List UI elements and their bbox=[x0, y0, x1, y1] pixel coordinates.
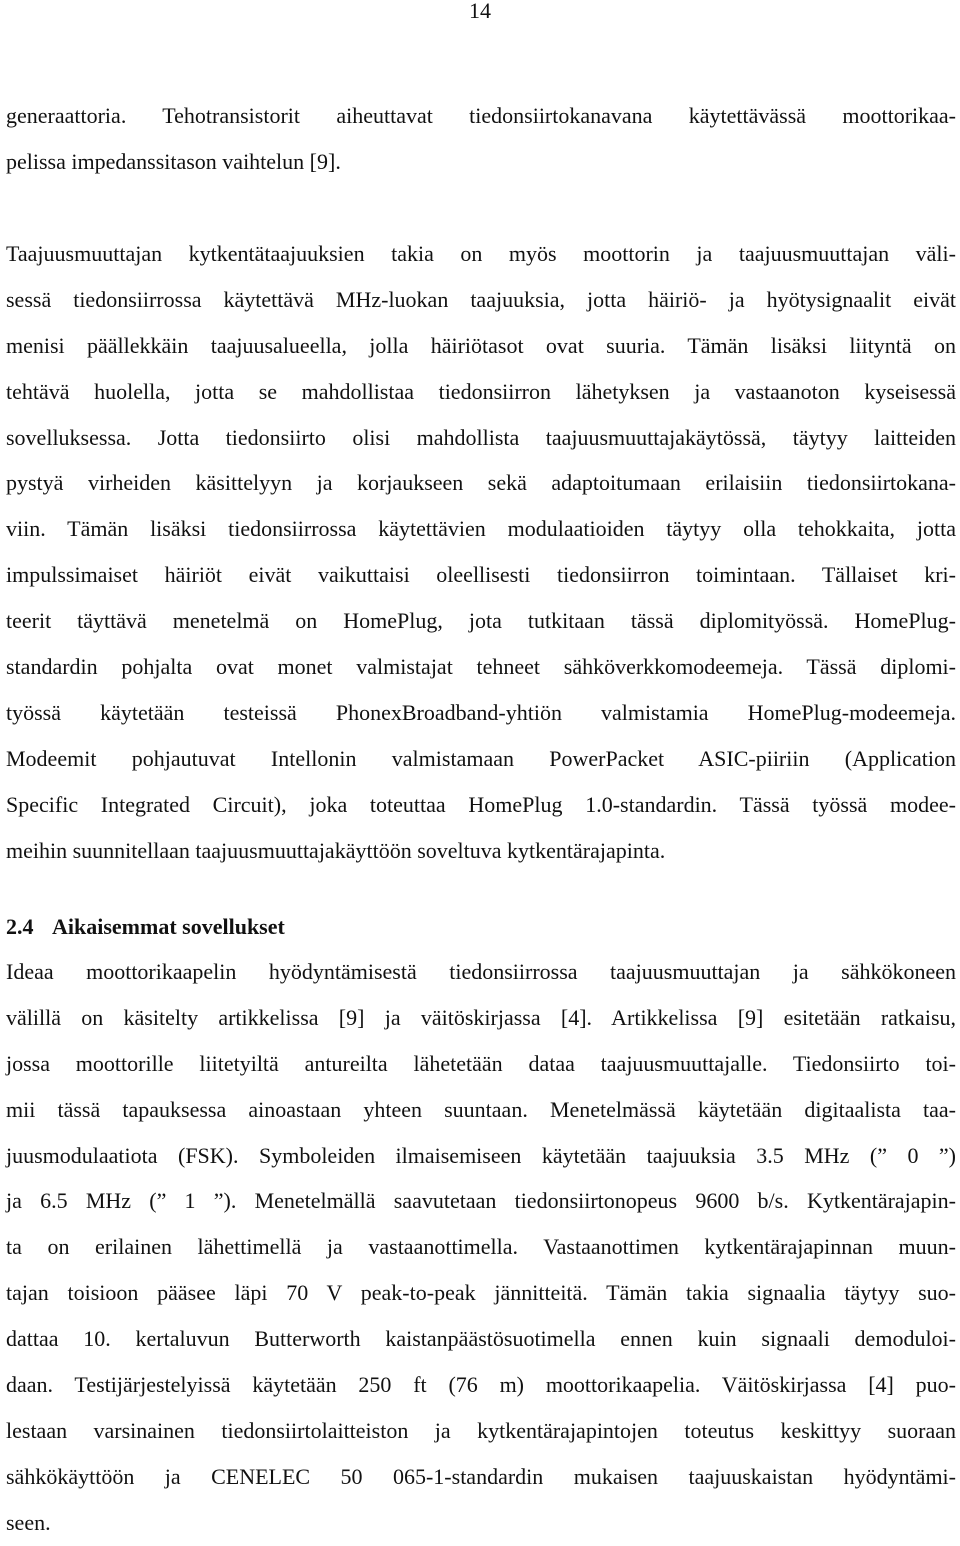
text-line: sähkökäyttöön ja CENELEC 50 065-1-standardin mukaisen taajuuskaistan hyödyntämi- bbox=[6, 1463, 956, 1489]
text-line: daan. Testijärjestelyissä käytetään 250 ft (76 m) moottorikaapelia. Väitöskirjassa [4] puo- bbox=[6, 1372, 956, 1398]
text-line: standardin pohjalta ovat monet valmistajat tehneet sähköverkkomodeemeja. Tässä diplomi- bbox=[6, 654, 956, 680]
paragraph-2 bbox=[6, 231, 956, 873]
text-line: viin. Tämän lisäksi tiedonsiirrossa käytettävien modulaatioiden täytyy olla tehokkaita, jotta bbox=[6, 516, 956, 542]
text-line: Ideaa moottorikaapelin hyödyntämisestä tiedonsiirrossa taajuusmuuttajan ja sähkökoneen bbox=[6, 959, 956, 984]
text-line: sovelluksessa. Jotta tiedonsiirto olisi mahdollista taajuusmuuttajakäytössä, täytyy laitteiden bbox=[6, 424, 956, 450]
text-line: menisi päällekkäin taajuusalueella, jolla häiriötasot ovat suuria. Tämän lisäksi liityntä on bbox=[6, 332, 956, 358]
text-line: pystyä virheiden käsittelyyn ja korjaukseen sekä adaptoitumaan erilaisiin tiedonsiirtokana- bbox=[6, 470, 956, 496]
text-line: Modeemit pohjautuvat Intellonin valmistamaan PowerPacket ASIC-piiriin (Application bbox=[6, 745, 956, 771]
text-line: mii tässä tapauksessa ainoastaan yhteen suuntaan. Menetelmässä käytetään digitaalista taa- bbox=[6, 1096, 956, 1122]
text-line: tajan toisioon pääsee läpi 70 V peak-to-peak jännitteitä. Tämän takia signaalia täytyy suo- bbox=[6, 1280, 956, 1306]
section-heading bbox=[6, 904, 285, 949]
text-line: jossa moottorille liitetyiltä antureilta lähetetään dataa taajuusmuuttajalle. Tiedonsiirto toi- bbox=[6, 1050, 956, 1076]
text-line: sessä tiedonsiirrossa käytettävä MHz-luokan taajuuksia, jotta häiriö- ja hyötysignaalit eivät bbox=[6, 286, 956, 312]
page-number: 14 bbox=[469, 0, 491, 23]
text-line: ta on erilainen lähettimellä ja vastaanottimella. Vastaanottimen kytkentärajapinnan muun- bbox=[6, 1234, 956, 1260]
paragraph-1 bbox=[6, 93, 956, 185]
text-line: dattaa 10. kertaluvun Butterworth kaistanpäästösuotimella ennen kuin signaali demoduloi- bbox=[6, 1326, 956, 1352]
text-line: lestaan varsinainen tiedonsiirtolaitteiston ja kytkentärajapintojen toteutus keskittyy suoraan bbox=[6, 1417, 956, 1443]
text-line: seen. bbox=[6, 1509, 51, 1535]
text-line: tehtävä huolella, jotta se mahdollistaa tiedonsiirron lähetyksen ja vastaanoton kyseisessä bbox=[6, 378, 956, 404]
text-line: pelissa impedanssitason vaihtelun [9]. bbox=[6, 148, 341, 174]
text-line: juusmodulaatiota (FSK). Symboleiden ilmaisemiseen käytetään taajuuksia 3.5 MHz (” 0 ”) bbox=[6, 1142, 956, 1168]
text-line: välillä on käsitelty artikkelissa [9] ja väitöskirjassa [4]. Artikkelissa [9] esitetään ratkaisu, bbox=[6, 1004, 956, 1030]
text-line: ja 6.5 MHz (” 1 ”). Menetelmällä saavutetaan tiedonsiirtonopeus 9600 b/s. Kytkentärajapin- bbox=[6, 1188, 956, 1214]
text-line: impulssimaiset häiriöt eivät vaikuttaisi oleellisesti tiedonsiirron toimintaan. Tällaiset kri- bbox=[6, 562, 956, 588]
text-line: työssä käytetään testeissä PhonexBroadband-yhtiön valmistamia HomePlug-modeemeja. bbox=[6, 699, 956, 725]
text-line: Taajuusmuuttajan kytkentätaajuuksien takia on myös moottorin ja taajuusmuuttajan väli- bbox=[6, 241, 956, 266]
section-number: 2.4 bbox=[6, 914, 34, 939]
text-line: teerit täyttävä menetelmä on HomePlug, jota tutkitaan tässä diplomityössä. HomePlug- bbox=[6, 608, 956, 634]
section-title: Aikaisemmat sovellukset bbox=[52, 914, 285, 939]
paragraph-3 bbox=[6, 949, 956, 1546]
text-line: Specific Integrated Circuit), joka toteuttaa HomePlug 1.0-standardin. Tässä työssä modee- bbox=[6, 791, 956, 817]
text-line: meihin suunnitellaan taajuusmuuttajakäyttöön soveltuva kytkentärajapinta. bbox=[6, 837, 666, 863]
text-line: generaattoria. Tehotransistorit aiheuttavat tiedonsiirtokanavana käytettävässä moottorikaa- bbox=[6, 103, 956, 128]
